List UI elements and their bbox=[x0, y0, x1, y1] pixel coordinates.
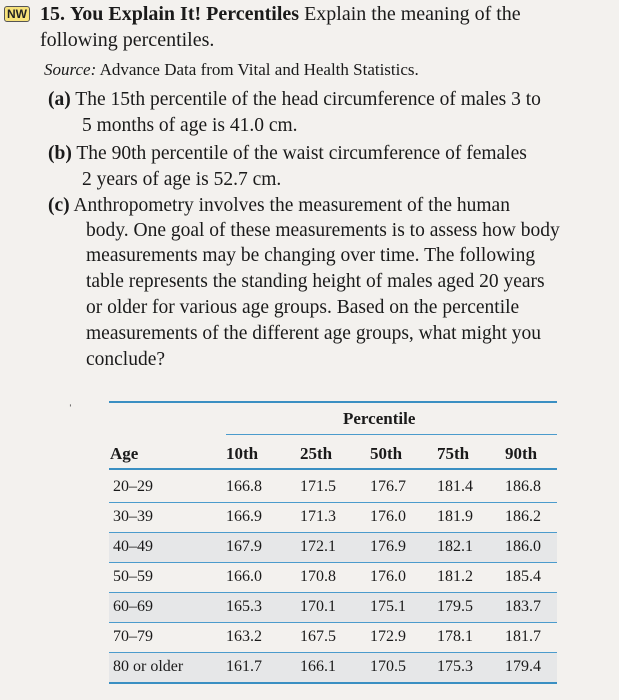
source-text: Advance Data from Vital and Health Statistics. bbox=[99, 60, 419, 79]
row-age: 40–49 bbox=[113, 538, 153, 555]
problem-title: You Explain It! Percentiles bbox=[70, 3, 300, 25]
row-age: 20–29 bbox=[113, 478, 153, 495]
table-cell: 176.7 bbox=[370, 478, 406, 495]
part-c-line4: table represents the standing height of males aged 20 years bbox=[86, 271, 545, 292]
table-cell: 179.5 bbox=[437, 598, 473, 615]
part-b-line2: 2 years of age is 52.7 cm. bbox=[82, 169, 282, 190]
table-cell: 186.0 bbox=[505, 538, 541, 555]
table-cell: 179.4 bbox=[505, 658, 541, 675]
problem-number: 15. bbox=[40, 3, 65, 25]
part-c-line3: measurements may be changing over time. The following bbox=[86, 245, 536, 266]
table-cell: 166.1 bbox=[300, 658, 336, 675]
percentile-group-rule bbox=[226, 434, 557, 435]
table-cell: 163.2 bbox=[226, 628, 262, 645]
row-age: 50–59 bbox=[113, 568, 153, 585]
header-bottom-rule bbox=[109, 468, 557, 470]
part-c-line1 bbox=[48, 194, 510, 218]
part-a-line1 bbox=[48, 88, 541, 112]
table-cell: 183.7 bbox=[505, 598, 541, 615]
row-age: 30–39 bbox=[113, 508, 153, 525]
table-cell: 166.0 bbox=[226, 568, 262, 585]
row-rule bbox=[109, 652, 557, 653]
table-cell: 167.9 bbox=[226, 538, 262, 555]
part-c-line6: measurements of the different age groups, what might you bbox=[86, 323, 542, 344]
table-top-rule bbox=[109, 401, 557, 403]
table-cell: 178.1 bbox=[437, 628, 473, 645]
problem-intro-line2: following percentiles. bbox=[40, 29, 215, 51]
part-c-line5: or older for various age groups. Based on the percentile bbox=[86, 297, 520, 318]
table-cell: 165.3 bbox=[226, 598, 262, 615]
part-c-label: (c) bbox=[48, 195, 70, 216]
source-line bbox=[44, 58, 419, 82]
row-rule bbox=[109, 562, 557, 563]
table-cell: 181.4 bbox=[437, 478, 473, 495]
table-cell: 170.1 bbox=[300, 598, 336, 615]
col-header-75th: 75th bbox=[437, 444, 470, 463]
table-cell: 186.2 bbox=[505, 508, 541, 525]
percentile-group-header: Percentile bbox=[343, 409, 416, 428]
part-b-label: (b) bbox=[48, 143, 72, 164]
part-c-text1: Anthropometry involves the measurement of the human bbox=[73, 195, 510, 216]
row-rule bbox=[109, 592, 557, 593]
part-a-line2: 5 months of age is 41.0 cm. bbox=[82, 115, 298, 136]
table-cell: 182.1 bbox=[437, 538, 473, 555]
row-age: 70–79 bbox=[113, 628, 153, 645]
part-c-line7: conclude? bbox=[86, 349, 166, 370]
age-column-header: Age bbox=[110, 444, 139, 463]
row-rule bbox=[109, 622, 557, 623]
row-rule bbox=[109, 532, 557, 533]
col-header-90th: 90th bbox=[505, 444, 538, 463]
part-a-label: (a) bbox=[48, 89, 71, 110]
table-cell: 175.3 bbox=[437, 658, 473, 675]
table-cell: 181.9 bbox=[437, 508, 473, 525]
table-cell: 185.4 bbox=[505, 568, 541, 585]
part-a-text1: The 15th percentile of the head circumference of males 3 to bbox=[75, 89, 541, 110]
table-cell: 175.1 bbox=[370, 598, 406, 615]
col-header-25th: 25th bbox=[300, 444, 333, 463]
table-cell: 166.8 bbox=[226, 478, 262, 495]
table-cell: 176.0 bbox=[370, 568, 406, 585]
table-cell: 176.0 bbox=[370, 508, 406, 525]
table-cell: 172.9 bbox=[370, 628, 406, 645]
source-label: Source: bbox=[44, 60, 97, 79]
table-bottom-rule bbox=[109, 682, 557, 684]
table-cell: 171.3 bbox=[300, 508, 336, 525]
part-c-line2: body. One goal of these measurements is to assess how body bbox=[86, 220, 560, 241]
table-cell: 166.9 bbox=[226, 508, 262, 525]
part-b-line1 bbox=[48, 142, 527, 166]
problem-intro-line1: Explain the meaning of the bbox=[304, 3, 521, 25]
table-cell: 170.8 bbox=[300, 568, 336, 585]
table-cell: 186.8 bbox=[505, 478, 541, 495]
nw-badge: NW bbox=[4, 6, 30, 22]
table-cell: 171.5 bbox=[300, 478, 336, 495]
part-b-text1: The 90th percentile of the waist circumference of females bbox=[76, 143, 527, 164]
row-age: 80 or older bbox=[113, 658, 184, 675]
col-header-50th: 50th bbox=[370, 444, 403, 463]
table-cell: 161.7 bbox=[226, 658, 262, 675]
table-cell: 167.5 bbox=[300, 628, 336, 645]
row-age: 60–69 bbox=[113, 598, 153, 615]
col-header-10th: 10th bbox=[226, 444, 259, 463]
problem-heading bbox=[40, 2, 521, 26]
table-cell: 181.2 bbox=[437, 568, 473, 585]
table-cell: 170.5 bbox=[370, 658, 406, 675]
table-cell: 172.1 bbox=[300, 538, 336, 555]
table-cell: 176.9 bbox=[370, 538, 406, 555]
stray-mark: ˈ bbox=[68, 403, 73, 418]
table-cell: 181.7 bbox=[505, 628, 541, 645]
row-rule bbox=[109, 502, 557, 503]
